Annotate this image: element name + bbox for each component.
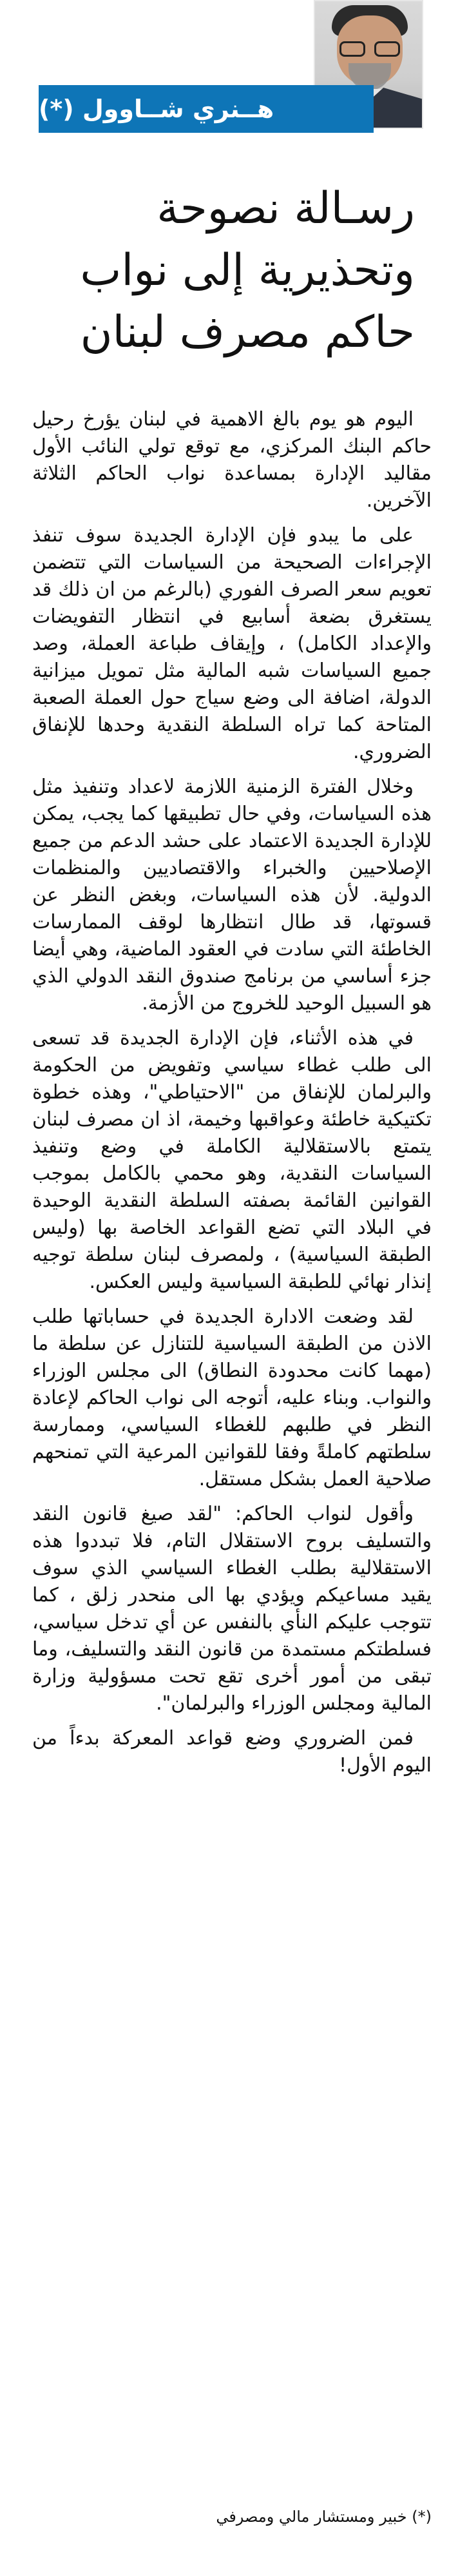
author-name: هــنري شــاوول (*) xyxy=(39,95,274,123)
title-line-3: حاكم مصرف لبنان xyxy=(80,307,415,358)
title-line-1: رسـالة نصوحة xyxy=(157,183,415,234)
paragraph-1: اليوم هو يوم بالغ الاهمية في لبنان يؤرخ رحيل حاكم البنك المركزي، مع توقع تولي النائب الأول مقاليد الإدارة بمساعدة نواب الحاكم الثلاثة الآخرين. xyxy=(32,408,432,512)
article-body xyxy=(32,406,432,1779)
paragraph-5: لقد وضعت الادارة الجديدة في حساباتها طلب الاذن من الطبقة السياسية للتنازل عن سلطة ما (مهما كانت محدودة النطاق) الى مجلس الوزراء والنواب. وبناء عليه، أتوجه الى نواب الحاكم لإعادة النظر في طلبهم للغطاء السياسي، وممارسة سلطتهم كاملةً وفقا للقوانين المرعية التي تمنحهم صلاحية العمل بشكل مستقل. xyxy=(32,1305,432,1490)
paragraph-4: في هذه الأثناء، فإن الإدارة الجديدة قد تسعى الى طلب غطاء سياسي وتفويض من الحكومة والبرلمان للإنفاق من "الاحتياطي"، وهذه خطوة تكتيكية خاطئة وعواقبها وخيمة، اذ ان مصرف لبنان يتمتع بالاستقلالية الكاملة في وضع وتنفيذ السياسات النقدية، وهو محمي بالكامل بموجب القوانين القائمة بصفته السلطة النقدية الوحيدة في البلاد التي تضع القواعد الخاصة بها (وليس الطبقة السياسية) ، ولمصرف لبنان سلطة توجيه إنذار نهائي للطبقة السياسية وليس العكس. xyxy=(32,1027,432,1293)
author-footnote: (*) خبير ومستشار مالي ومصرفي xyxy=(216,2508,432,2526)
author-name-bar xyxy=(39,85,374,133)
paragraph-3: وخلال الفترة الزمنية اللازمة لاعداد وتنفيذ مثل هذه السياسات، وفي حال تطبيقها كما يجب، يمكن للإدارة الجديدة الاعتماد على حشد الدعم من جميع الإصلاحيين والخبراء والاقتصاديين والمنظمات الدولية. لأن هذه السياسات، وبغض النظر عن قسوتها، قد طال انتظارها لوقف الممارسات الخاطئة التي سادت في العقود الماضية، وهي أيضا جزء أساسي من برنامج صندوق النقد الدولي الذي هو السبيل الوحيد للخروج من الأزمة. xyxy=(32,776,432,1015)
title-line-2: وتحذيرية إلى نواب xyxy=(80,245,415,296)
article-title xyxy=(35,178,415,364)
author-glasses xyxy=(339,41,400,55)
paragraph-6: وأقول لنواب الحاكم: "لقد صيغ قانون النقد والتسليف بروح الاستقلال التام، فلا تبددوا هذه الاستقلالية بطلب الغطاء السياسي الذي سوف يقيد مساعيكم ويؤدي بها الى منحدر زلق ، كما تتوجب عليكم النأي بالنفس عن أي تدخل سياسي، فسلطتكم مستمدة من قانون النقد والتسليف، وما تبقى من أمور أخرى تقع تحت مسؤولية وزارة المالية ومجلس الوزراء والبرلمان". xyxy=(32,1503,432,1715)
paragraph-2: على ما يبدو فإن الإدارة الجديدة سوف تنفذ الإجراءات الصحيحة من السياسات التي تتضمن تعويم سعر الصرف الفوري (بالرغم من ان ذلك قد يستغرق بضعة أسابيع في انتظار التفويضات والإعداد الكامل) ، وإيقاف طباعة العملة، وصد جميع السياسات شبه المالية مثل تمويل ميزانية الدولة، اضافة الى وضع سياج حول العملة الصعبة المتاحة كما تراه السلطة النقدية وحدها للإنفاق الضروري. xyxy=(32,524,432,763)
article-header xyxy=(0,0,449,148)
paragraph-7: فمن الضروري وضع قواعد المعركة بدءاً من اليوم الأول! xyxy=(32,1727,432,1777)
